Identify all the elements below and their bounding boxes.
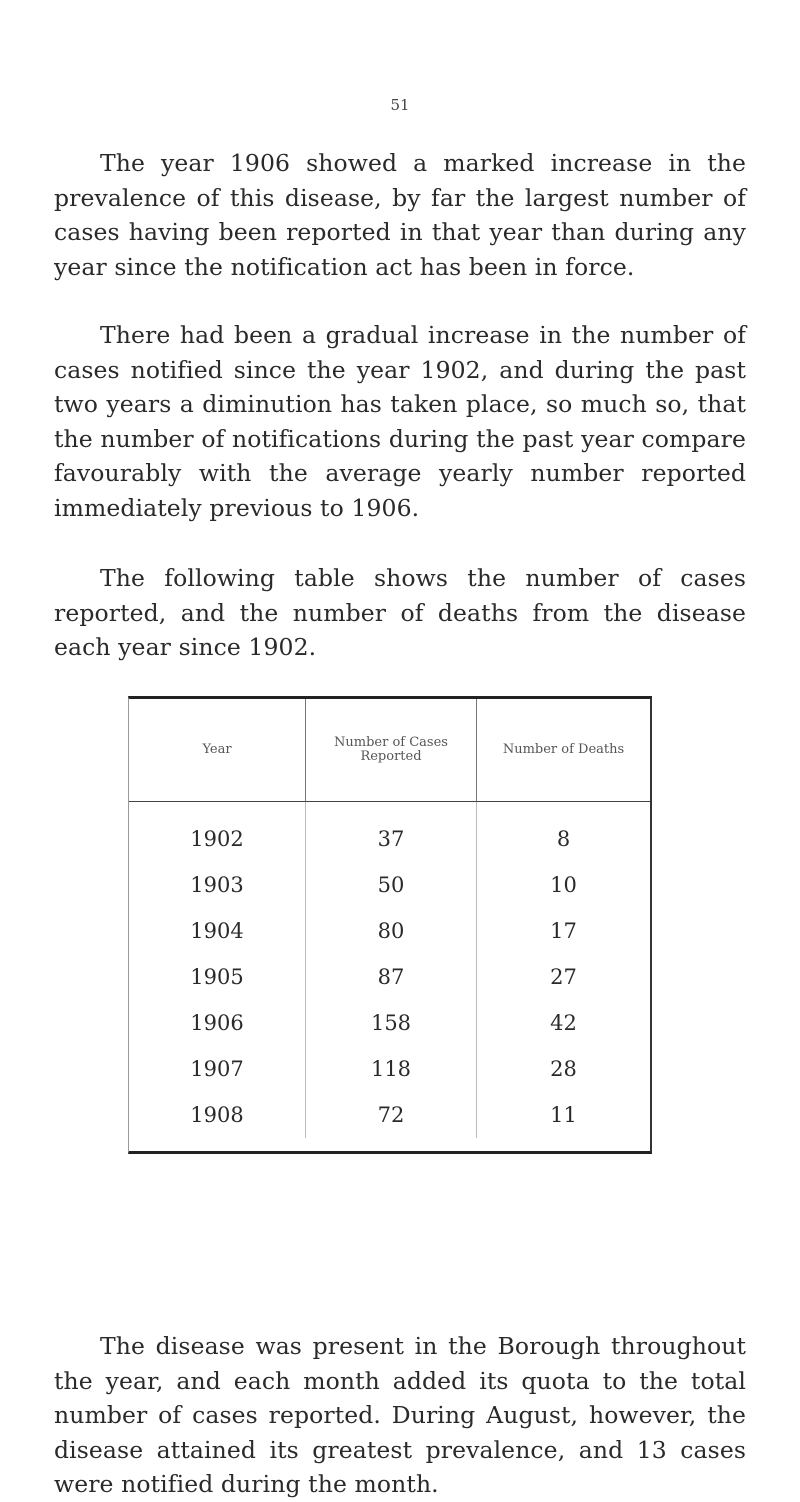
cell-deaths: 28	[477, 1046, 651, 1092]
table-row	[129, 1046, 650, 1092]
table-row	[129, 1092, 650, 1138]
cell-year: 1908	[190, 1103, 244, 1127]
paragraph-table-intro: The following table shows the number of cases reported, and the number of deaths from the disease each year since 1902.	[54, 564, 746, 661]
cell-cases: 80	[306, 908, 477, 954]
table-row	[129, 1000, 650, 1046]
table-row	[129, 954, 650, 1000]
header-year: Year	[129, 699, 306, 802]
cell-deaths: 42	[477, 1000, 651, 1046]
cell-cases: 37	[306, 802, 477, 863]
cell-deaths: 27	[477, 954, 651, 1000]
cell-year: 1904	[190, 919, 244, 943]
table-header-row	[129, 699, 650, 802]
header-cases-reported: Number of Cases Reported	[306, 699, 477, 802]
cell-year: 1903	[190, 873, 244, 897]
page-number: 51	[390, 96, 410, 114]
cell-cases: 158	[306, 1000, 477, 1046]
cell-cases: 87	[306, 954, 477, 1000]
cell-cases: 118	[306, 1046, 477, 1092]
cell-deaths: 8	[477, 802, 651, 863]
cell-cases: 72	[306, 1092, 477, 1138]
cell-year: 1905	[190, 965, 244, 989]
table-row	[129, 908, 650, 954]
cell-year: 1906	[190, 1011, 244, 1035]
table-row	[129, 862, 650, 908]
table-row	[129, 802, 650, 863]
cell-deaths: 11	[477, 1092, 651, 1138]
cell-deaths: 10	[477, 862, 651, 908]
cell-deaths: 17	[477, 908, 651, 954]
paragraph-borough-prevalence: The disease was present in the Borough throughout the year, and each month added its quota to the total number of cases reported. During August, however, the disease attained its greatest prevalence, and 13 cases were notified during the month.	[54, 1332, 746, 1498]
cell-year: 1902	[190, 827, 244, 851]
cell-year: 1907	[190, 1057, 244, 1081]
paragraph-gradual-increase: There had been a gradual increase in the number of cases notified since the year 1902, and during the past two years a diminution has taken place, so much so, that the number of notifications during the past year compare favourably with the average yearly number reported immediately previous to 1906.	[54, 321, 746, 522]
cell-cases: 50	[306, 862, 477, 908]
header-deaths: Number of Deaths	[477, 699, 651, 802]
cases-deaths-table	[128, 696, 652, 1154]
paragraph-intro: The year 1906 showed a marked increase in the prevalence of this disease, by far the largest number of cases having been reported in that year than during any year since the notification act has been in force.	[54, 149, 746, 281]
